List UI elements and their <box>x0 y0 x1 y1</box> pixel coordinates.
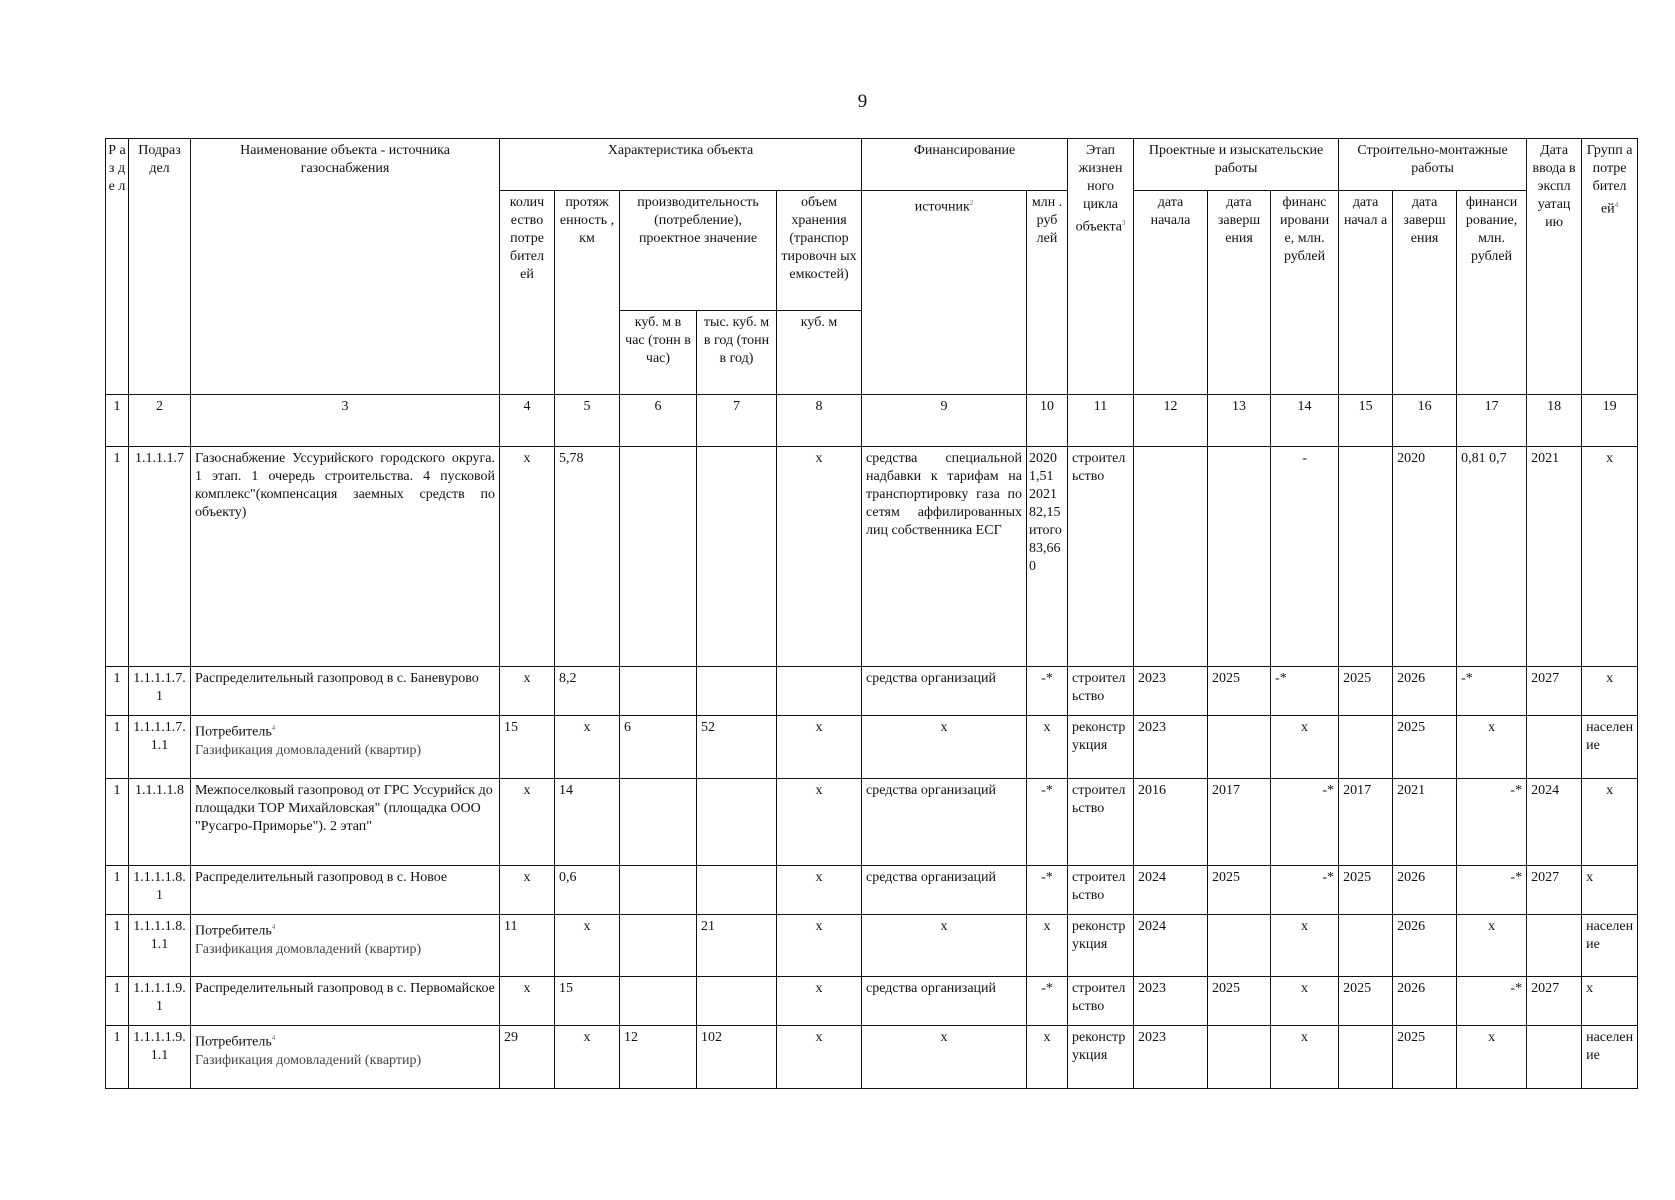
cell-capacity-hour <box>620 915 697 977</box>
cell-consumer-count: х <box>500 866 555 915</box>
cell-construction-financing: -* <box>1457 779 1527 866</box>
header-design-works: Проектные и изыскательские работы <box>1134 139 1339 191</box>
table-row <box>106 779 1638 866</box>
cell-design-end <box>1208 716 1271 779</box>
cell-capacity-year: 102 <box>697 1026 777 1089</box>
cell-mln-rub: х <box>1027 716 1068 779</box>
table-row <box>106 447 1638 667</box>
cell-capacity-hour: 6 <box>620 716 697 779</box>
table-row <box>106 866 1638 915</box>
cell-section: 1 <box>106 667 129 716</box>
cell-length: 14 <box>555 779 620 866</box>
cell-source: средства организаций <box>862 866 1027 915</box>
table-row <box>106 716 1638 779</box>
header-design-end: дата заверш ения <box>1208 191 1271 395</box>
cell-construction-start <box>1339 1026 1393 1089</box>
cell-construction-start: 2025 <box>1339 977 1393 1026</box>
cell-design-end <box>1208 915 1271 977</box>
header-capacity: производительность (потребление), проектное значение <box>620 191 777 311</box>
cell-section: 1 <box>106 716 129 779</box>
cell-consumer-group: население <box>1582 915 1638 977</box>
cell-design-start: 2023 <box>1134 977 1208 1026</box>
header-unit-year: тыс. куб. м в год (тонн в год) <box>697 311 777 395</box>
cell-construction-financing: х <box>1457 1026 1527 1089</box>
cell-stage: строительство <box>1068 667 1134 716</box>
page-number: 9 <box>857 91 868 112</box>
col-number: 13 <box>1208 395 1271 447</box>
col-number: 19 <box>1582 395 1638 447</box>
col-number: 15 <box>1339 395 1393 447</box>
cell-design-end: 2025 <box>1208 667 1271 716</box>
header-unit-hour: куб. м в час (тонн в час) <box>620 311 697 395</box>
col-number: 7 <box>697 395 777 447</box>
cell-construction-start: 2025 <box>1339 866 1393 915</box>
table-row <box>106 977 1638 1026</box>
col-number: 11 <box>1068 395 1134 447</box>
cell-commission-date <box>1527 716 1582 779</box>
col-number: 14 <box>1271 395 1339 447</box>
cell-object-name: Распределительный газопровод в с. Баневурово <box>191 667 500 716</box>
cell-consumer-count: 15 <box>500 716 555 779</box>
header-construction-end: дата заверш ения <box>1393 191 1457 395</box>
cell-construction-financing: х <box>1457 915 1527 977</box>
col-number: 2 <box>129 395 191 447</box>
cell-section: 1 <box>106 447 129 667</box>
cell-capacity-hour <box>620 667 697 716</box>
header-section: Р а з д е л <box>106 139 129 395</box>
cell-consumer-group: х <box>1582 866 1638 915</box>
cell-commission-date <box>1527 915 1582 977</box>
cell-stage: строительство <box>1068 447 1134 667</box>
col-number: 10 <box>1027 395 1068 447</box>
cell-source: х <box>862 716 1027 779</box>
col-number: 6 <box>620 395 697 447</box>
cell-consumer-group: х <box>1582 447 1638 667</box>
cell-design-end <box>1208 447 1271 667</box>
cell-construction-financing: -* <box>1457 866 1527 915</box>
cell-construction-end: 2025 <box>1393 1026 1457 1089</box>
cell-stage: строительство <box>1068 977 1134 1026</box>
cell-object-name: Потребитель$^4$ Газификация домовладений (квартир) <box>191 716 500 779</box>
header-construction-start: дата начал а <box>1339 191 1393 395</box>
cell-design-financing: - <box>1271 447 1339 667</box>
header-construction-works: Строительно-монтажные работы <box>1339 139 1527 191</box>
cell-subsection: 1.1.1.1.9.1.1 <box>129 1026 191 1089</box>
cell-design-financing: х <box>1271 1026 1339 1089</box>
cell-storage: х <box>777 1026 862 1089</box>
cell-storage: х <box>777 716 862 779</box>
col-number: 5 <box>555 395 620 447</box>
cell-design-financing: х <box>1271 977 1339 1026</box>
col-number: 4 <box>500 395 555 447</box>
cell-construction-financing: х <box>1457 716 1527 779</box>
cell-capacity-hour <box>620 779 697 866</box>
cell-section: 1 <box>106 779 129 866</box>
cell-construction-start: 2025 <box>1339 667 1393 716</box>
cell-commission-date: 2027 <box>1527 977 1582 1026</box>
cell-storage: х <box>777 915 862 977</box>
cell-construction-start: 2017 <box>1339 779 1393 866</box>
table-row <box>106 1026 1638 1089</box>
cell-subsection: 1.1.1.1.7.1.1 <box>129 716 191 779</box>
cell-design-end <box>1208 1026 1271 1089</box>
cell-length: х <box>555 915 620 977</box>
cell-design-end: 2017 <box>1208 779 1271 866</box>
cell-capacity-hour <box>620 447 697 667</box>
cell-stage: строительство <box>1068 866 1134 915</box>
table-row <box>106 915 1638 977</box>
cell-source: средства организаций <box>862 667 1027 716</box>
cell-design-financing: -* <box>1271 779 1339 866</box>
cell-consumer-group: х <box>1582 779 1638 866</box>
header-length-km: протяж енность , км <box>555 191 620 395</box>
table-row <box>106 667 1638 716</box>
cell-object-name: Потребитель$^4$ Газификация домовладений (квартир) <box>191 1026 500 1089</box>
cell-construction-end: 2026 <box>1393 866 1457 915</box>
cell-consumer-count: х <box>500 667 555 716</box>
cell-design-start: 2023 <box>1134 716 1208 779</box>
cell-source: х <box>862 915 1027 977</box>
cell-capacity-year <box>697 866 777 915</box>
cell-construction-end: 2026 <box>1393 667 1457 716</box>
gas-supply-table <box>105 138 1638 1089</box>
cell-consumer-count: 11 <box>500 915 555 977</box>
col-number: 8 <box>777 395 862 447</box>
cell-section: 1 <box>106 915 129 977</box>
cell-stage: реконструкция <box>1068 915 1134 977</box>
cell-subsection: 1.1.1.1.8.1 <box>129 866 191 915</box>
cell-capacity-year: 52 <box>697 716 777 779</box>
cell-construction-start <box>1339 447 1393 667</box>
cell-object-name: Потребитель$^4$ Газификация домовладений (квартир) <box>191 915 500 977</box>
header-design-start: дата начала <box>1134 191 1208 395</box>
cell-source: средства организаций <box>862 779 1027 866</box>
cell-object-name: Распределительный газопровод в с. Первомайское <box>191 977 500 1026</box>
cell-capacity-hour <box>620 977 697 1026</box>
cell-section: 1 <box>106 1026 129 1089</box>
cell-consumer-count: 29 <box>500 1026 555 1089</box>
cell-design-start: 2024 <box>1134 915 1208 977</box>
cell-design-financing: х <box>1271 716 1339 779</box>
cell-commission-date: 2027 <box>1527 866 1582 915</box>
cell-design-end: 2025 <box>1208 866 1271 915</box>
cell-construction-start <box>1339 915 1393 977</box>
header-subsection: Подраз дел <box>129 139 191 395</box>
col-number: 3 <box>191 395 500 447</box>
cell-source: средства специальной надбавки к тарифам на транспортировку газа по сетям аффилированных лиц собственника ЕСГ <box>862 447 1027 667</box>
cell-capacity-year <box>697 977 777 1026</box>
cell-construction-financing: -* <box>1457 667 1527 716</box>
col-number: 12 <box>1134 395 1208 447</box>
cell-construction-end: 2026 <box>1393 977 1457 1026</box>
cell-length: х <box>555 1026 620 1089</box>
cell-consumer-group: х <box>1582 667 1638 716</box>
cell-construction-start <box>1339 716 1393 779</box>
cell-stage: строительство <box>1068 779 1134 866</box>
col-number: 1 <box>106 395 129 447</box>
cell-construction-financing: 0,81 0,7 <box>1457 447 1527 667</box>
cell-length: 0,6 <box>555 866 620 915</box>
header-source: источник$^2$ <box>862 191 1027 395</box>
cell-storage: х <box>777 866 862 915</box>
cell-section: 1 <box>106 866 129 915</box>
cell-design-start <box>1134 447 1208 667</box>
cell-length: 15 <box>555 977 620 1026</box>
header-design-financing: финанс ировани е, млн. рублей <box>1271 191 1339 395</box>
cell-design-financing: -* <box>1271 667 1339 716</box>
cell-stage: реконструкция <box>1068 716 1134 779</box>
cell-storage: х <box>777 779 862 866</box>
header-lifecycle-stage: Этап жизнен ного цикла объекта$^3$ <box>1068 139 1134 395</box>
cell-capacity-year <box>697 667 777 716</box>
cell-subsection: 1.1.1.1.8.1.1 <box>129 915 191 977</box>
cell-length: 5,78 <box>555 447 620 667</box>
col-number: 17 <box>1457 395 1527 447</box>
cell-capacity-hour <box>620 866 697 915</box>
col-number: 16 <box>1393 395 1457 447</box>
header-mln-rub: млн . руб лей <box>1027 191 1068 395</box>
cell-stage: реконструкция <box>1068 1026 1134 1089</box>
cell-commission-date <box>1527 1026 1582 1089</box>
cell-storage: х <box>777 977 862 1026</box>
cell-design-start: 2023 <box>1134 1026 1208 1089</box>
cell-length: х <box>555 716 620 779</box>
cell-commission-date: 2021 <box>1527 447 1582 667</box>
cell-mln-rub: -* <box>1027 866 1068 915</box>
cell-object-name: Распределительный газопровод в с. Новое <box>191 866 500 915</box>
cell-design-start: 2016 <box>1134 779 1208 866</box>
cell-mln-rub: -* <box>1027 667 1068 716</box>
cell-design-start: 2024 <box>1134 866 1208 915</box>
cell-commission-date: 2027 <box>1527 667 1582 716</box>
cell-capacity-year <box>697 779 777 866</box>
header-consumer-count: колич ество потре бител ей <box>500 191 555 395</box>
cell-subsection: 1.1.1.1.7 <box>129 447 191 667</box>
header-storage-volume: объем хранения (транспор тировочн ых емкостей) <box>777 191 862 311</box>
header-commission-date: Дата ввода в экспл уатац ию <box>1527 139 1582 395</box>
cell-object-name: Газоснабжение Уссурийского городского округа. 1 этап. 1 очередь строительства. 4 пусковой комплекс"(компенсация заемных средств по объекту) <box>191 447 500 667</box>
cell-capacity-year: 21 <box>697 915 777 977</box>
cell-source: средства организаций <box>862 977 1027 1026</box>
cell-construction-financing: -* <box>1457 977 1527 1026</box>
cell-capacity-year <box>697 447 777 667</box>
cell-construction-end: 2026 <box>1393 915 1457 977</box>
cell-object-name: Межпоселковый газопровод от ГРС Уссурийск до площадки ТОР Михайловская" (площадка ООО "Русагро-Приморье"). 2 этап" <box>191 779 500 866</box>
header-object-name: Наименование объекта - источника газоснабжения <box>191 139 500 395</box>
cell-mln-rub: х <box>1027 1026 1068 1089</box>
header-unit-storage: куб. м <box>777 311 862 395</box>
cell-construction-end: 2020 <box>1393 447 1457 667</box>
cell-consumer-count: х <box>500 447 555 667</box>
cell-design-financing: х <box>1271 915 1339 977</box>
header-financing: Финансирование <box>862 139 1068 191</box>
cell-mln-rub: 2020 1,51 2021 82,15 итого 83,660 <box>1027 447 1068 667</box>
cell-construction-end: 2021 <box>1393 779 1457 866</box>
header-characteristics: Характеристика объекта <box>500 139 862 191</box>
cell-subsection: 1.1.1.1.9.1 <box>129 977 191 1026</box>
cell-consumer-count: х <box>500 779 555 866</box>
cell-subsection: 1.1.1.1.7.1 <box>129 667 191 716</box>
cell-consumer-count: х <box>500 977 555 1026</box>
cell-consumer-group: население <box>1582 1026 1638 1089</box>
cell-storage <box>777 667 862 716</box>
cell-design-financing: -* <box>1271 866 1339 915</box>
cell-mln-rub: х <box>1027 915 1068 977</box>
cell-mln-rub: -* <box>1027 977 1068 1026</box>
cell-construction-end: 2025 <box>1393 716 1457 779</box>
cell-capacity-hour: 12 <box>620 1026 697 1089</box>
cell-length: 8,2 <box>555 667 620 716</box>
cell-commission-date: 2024 <box>1527 779 1582 866</box>
cell-subsection: 1.1.1.1.8 <box>129 779 191 866</box>
cell-design-start: 2023 <box>1134 667 1208 716</box>
cell-source: х <box>862 1026 1027 1089</box>
header-construction-financing: финанси рование, млн. рублей <box>1457 191 1527 395</box>
cell-section: 1 <box>106 977 129 1026</box>
col-number: 9 <box>862 395 1027 447</box>
cell-design-end: 2025 <box>1208 977 1271 1026</box>
header-consumer-group: Групп а потре бител $ей^4$ <box>1582 139 1638 395</box>
cell-mln-rub: -* <box>1027 779 1068 866</box>
col-number: 18 <box>1527 395 1582 447</box>
cell-storage: х <box>777 447 862 667</box>
cell-consumer-group: население <box>1582 716 1638 779</box>
cell-consumer-group: х <box>1582 977 1638 1026</box>
